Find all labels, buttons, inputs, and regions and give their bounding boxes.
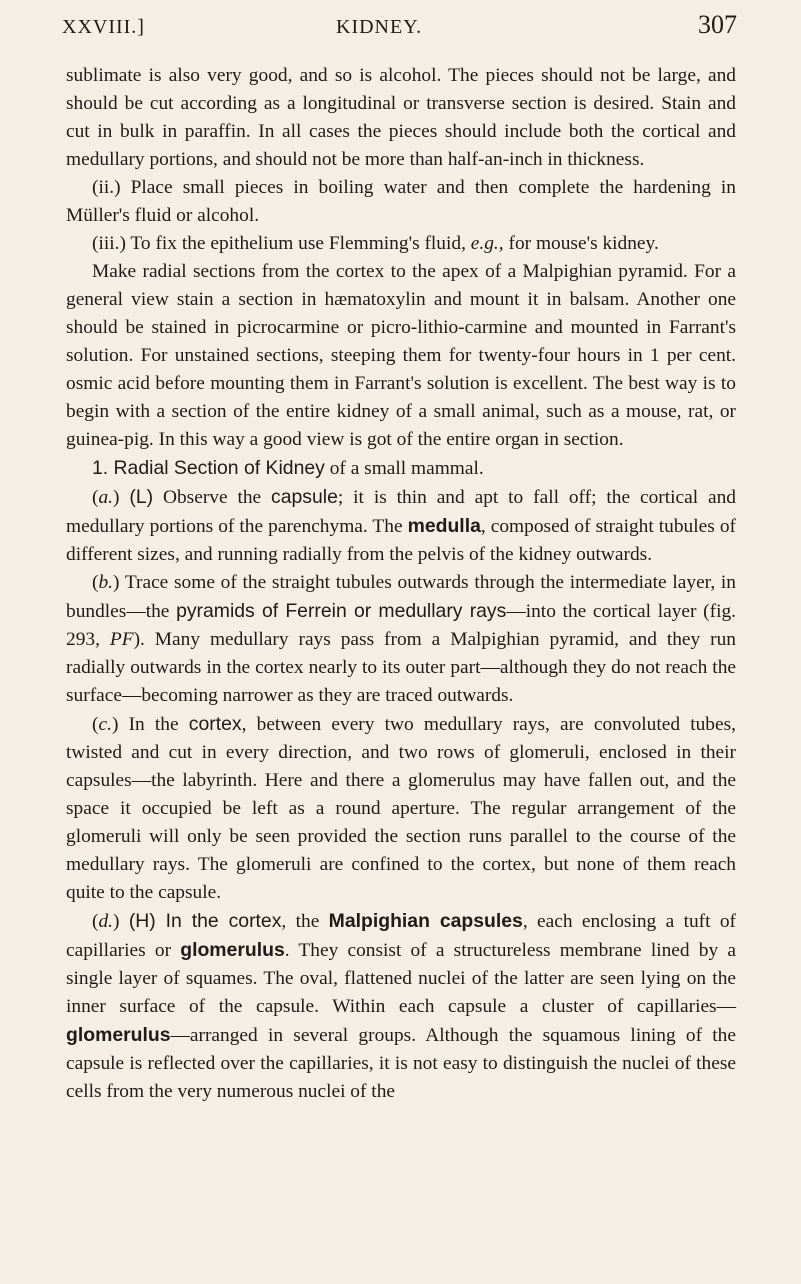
text-run: Make radial sections from the cortex to the apex of a Malpighian pyramid. For a general view stain a section in hæmatoxylin and mount it in balsam. Another one should be stained in picrocarmine or picro-lithio-carmine and mounted in Farrant's solution. For unstained sections, steeping them for twenty-four hours in 1 per cent. osmic acid before mounting them in Farrant's solution is excellent. The best way is to begin with a section of the entire kidney of a small animal, such as a mouse, rat, or guinea-pig. In this way a good view is got of the entire organ in section. xyxy=(66,261,736,450)
paragraph xyxy=(66,62,736,174)
text-run: , between every two medullary rays, are convoluted tubes, twisted and cut in every direction, and two rows of glomeruli, enclosed in their capsules—the labyrinth. Here and there a glomerulus may have fallen out, and the space it occupied be left as a round aperture. The regular arrangement of the glomeruli will only be seen provided the section runs parallel to the course of the medullary rays. The glomeruli are confined to the cortex, but none of them reach quite to the capsule. xyxy=(66,714,736,903)
text-run: (ii.) Place small pieces in boiling water and then complete the hardening in Müller's fluid or alcohol. xyxy=(66,177,736,226)
text-run: ( xyxy=(92,911,99,932)
text-run: . They consist of a structureless membrane lined by a single layer of squames. The oval, flattened nuclei of the latter are seen lying on the inner surface of the capsule. Within each capsule a cluster of capillaries— xyxy=(66,940,736,1017)
styled-text: b. xyxy=(98,572,114,593)
styled-text: c. xyxy=(98,714,112,735)
text-run: ) In the xyxy=(111,714,189,735)
text-run: , composed of straight tubules of different sizes, and running radially from the pelvis of the kidney outwards. xyxy=(66,516,736,565)
styled-text: medulla xyxy=(407,515,481,537)
text-run: for mouse's kidney. xyxy=(503,233,659,254)
text-run: sublimate is also very good, and so is alcohol. The pieces should not be large, and should be cut according as a longitudinal or transverse section is desired. Stain and cut in bulk in paraffin. In all cases the pieces should include both the cortical and medullary portions, and should not be more than half-an-inch in thickness. xyxy=(66,65,736,170)
styled-text: glomerulus xyxy=(66,1024,171,1046)
text-run: ( xyxy=(92,714,99,735)
running-header xyxy=(56,10,765,40)
styled-text: pyramids of Ferrein or medullary rays xyxy=(176,600,507,622)
styled-text: a. xyxy=(98,487,114,508)
text-run: Observe the xyxy=(153,487,272,508)
styled-text: capsule xyxy=(271,486,338,508)
styled-text: 1. Radial Section of Kidney xyxy=(92,457,325,479)
text-run: ). Many medullary rays pass from a Malpighian pyramid, and they run radially outwards in the cortex nearly to its outer part—although they do not reach the surface—becoming narrower as they are traced outwards. xyxy=(66,629,736,706)
text-run: , the xyxy=(281,911,329,932)
paragraph xyxy=(66,907,736,1106)
paragraph xyxy=(66,569,736,710)
styled-text: (H) In the cortex xyxy=(128,910,282,932)
paragraph xyxy=(66,483,736,569)
styled-text: PF xyxy=(109,629,134,650)
text-run: , each enclosing a tuft of capillaries or xyxy=(66,911,737,961)
text-run: ( xyxy=(92,487,99,508)
text-run: ) xyxy=(113,911,129,932)
styled-text: cortex xyxy=(188,713,242,735)
chapter-title: KIDNEY. xyxy=(336,16,423,38)
text-run: of a small mammal. xyxy=(324,458,484,479)
paragraph xyxy=(66,258,736,454)
styled-text: glomerulus xyxy=(180,939,285,961)
paragraph xyxy=(66,230,736,258)
text-run: (iii.) To fix the epithelium use Flemming's fluid, xyxy=(92,233,471,254)
body-text xyxy=(66,62,736,1106)
paragraph xyxy=(66,174,736,230)
styled-text: (L) xyxy=(129,486,154,508)
text-run: ) Trace some of the straight tubules outwards through the intermediate layer, in bundles—the xyxy=(66,572,736,622)
styled-text: Malpighian capsules xyxy=(328,910,523,932)
paragraph xyxy=(66,710,736,907)
text-run: ( xyxy=(92,572,99,593)
text-run: —arranged in several groups. Although the squamous lining of the capsule is reflected over the capillaries, it is not easy to distinguish the nuclei of these cells from the very numerous nuclei of the xyxy=(66,1025,736,1102)
styled-text: d. xyxy=(98,911,114,932)
chapter-number: XXVIII.] xyxy=(62,16,145,38)
text-run: ; it is thin and apt to fall off; the cortical and medullary portions of the parenchyma. The xyxy=(66,487,736,537)
styled-text: e.g., xyxy=(470,233,504,254)
text-run: ) xyxy=(113,487,130,508)
text-run: —into the cortical layer (fig. 293, xyxy=(66,601,736,650)
page-number: 307 xyxy=(698,10,737,39)
paragraph xyxy=(66,454,736,483)
